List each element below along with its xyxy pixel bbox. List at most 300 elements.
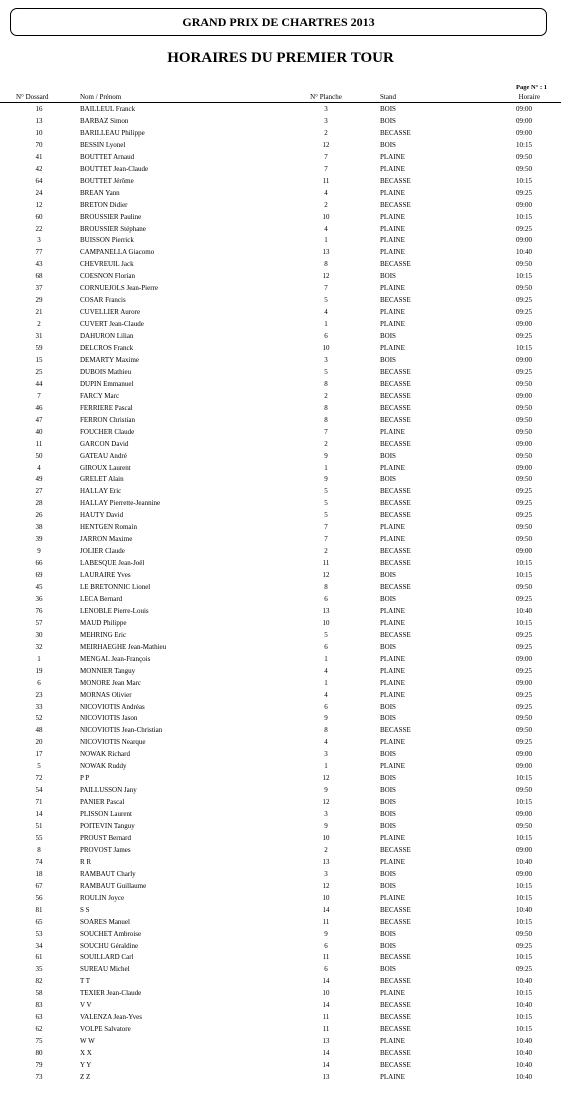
cell-dossard: 64 <box>35 176 43 185</box>
cell-stand: PLAINE <box>380 212 405 221</box>
cell-planche: 8 <box>324 260 328 269</box>
cell-planche: 14 <box>322 977 330 986</box>
cell-planche: 4 <box>324 224 328 233</box>
cell-planche: 12 <box>322 798 330 807</box>
table-row <box>0 342 561 354</box>
cell-dossard: 6 <box>37 678 41 687</box>
table-row <box>0 784 561 796</box>
cell-horaire: 10:40 <box>516 905 532 914</box>
table-row <box>0 987 561 999</box>
cell-stand: BECASSE <box>380 487 411 496</box>
cell-stand: PLAINE <box>380 989 405 998</box>
cell-nom: CHEVREUIL Jack <box>80 260 134 269</box>
cell-stand: BOIS <box>380 594 396 603</box>
cell-dossard: 51 <box>35 822 43 830</box>
cell-dossard: 72 <box>35 774 43 783</box>
cell-planche: 2 <box>324 547 328 556</box>
cell-stand: PLAINE <box>380 833 405 842</box>
cell-stand: PLAINE <box>380 284 405 293</box>
cell-planche: 6 <box>324 702 328 711</box>
cell-dossard: 54 <box>35 786 43 795</box>
table-row <box>0 999 561 1011</box>
cell-stand: PLAINE <box>380 1072 405 1081</box>
table-row <box>0 462 561 474</box>
table-row <box>0 689 561 701</box>
cell-nom: Y Y <box>80 1061 92 1069</box>
cell-nom: BAILLEUL Franck <box>80 105 136 113</box>
table-row <box>0 1035 561 1047</box>
cell-stand: BECASSE <box>380 415 411 424</box>
cell-horaire: 09:00 <box>516 654 532 663</box>
cell-dossard: 45 <box>35 583 43 591</box>
cell-horaire: 10:40 <box>516 1037 532 1046</box>
cell-planche: 5 <box>324 296 328 305</box>
table-row <box>0 282 561 294</box>
cell-stand: BECASSE <box>380 977 411 986</box>
cell-horaire: 09:00 <box>516 105 532 113</box>
cell-stand: BECASSE <box>380 499 411 508</box>
cell-stand: BECASSE <box>380 953 411 962</box>
cell-nom: PLISSON Laurent <box>80 810 132 819</box>
cell-dossard: 25 <box>35 367 43 376</box>
cell-stand: PLAINE <box>380 224 405 233</box>
cell-planche: 9 <box>324 714 328 723</box>
table-row <box>0 820 561 832</box>
cell-horaire: 10:15 <box>516 953 532 962</box>
cell-dossard: 79 <box>35 1061 43 1069</box>
cell-nom: HAUTY David <box>80 511 124 520</box>
cell-stand: BOIS <box>380 332 396 341</box>
cell-nom: BOUTTET Arnaud <box>80 152 135 161</box>
table-row <box>0 963 561 975</box>
cell-nom: W W <box>80 1037 95 1046</box>
cell-horaire: 10:40 <box>516 1049 532 1058</box>
cell-dossard: 19 <box>35 666 43 675</box>
table-row <box>0 426 561 438</box>
cell-dossard: 21 <box>35 308 43 317</box>
cell-stand: PLAINE <box>380 344 405 352</box>
cell-horaire: 09:50 <box>516 403 532 412</box>
table-row <box>0 975 561 987</box>
cell-planche: 9 <box>324 786 328 795</box>
cell-horaire: 09:25 <box>516 367 532 376</box>
cell-planche: 13 <box>322 606 330 615</box>
cell-nom: MENGAL Jean-François <box>80 654 151 663</box>
cell-horaire: 09:25 <box>516 630 532 639</box>
table-row <box>0 653 561 665</box>
cell-nom: DUBOIS Mathieu <box>80 367 132 376</box>
table-row <box>0 390 561 402</box>
cell-planche: 7 <box>324 152 328 161</box>
cell-stand: BOIS <box>380 810 396 819</box>
cell-planche: 1 <box>324 236 328 245</box>
cell-stand: PLAINE <box>380 308 405 317</box>
cell-horaire: 09:25 <box>516 738 532 747</box>
cell-dossard: 53 <box>35 929 43 938</box>
cell-stand: BOIS <box>380 714 396 723</box>
cell-stand: BOIS <box>380 750 396 759</box>
cell-dossard: 17 <box>35 750 43 759</box>
cell-planche: 14 <box>322 905 330 914</box>
cell-planche: 12 <box>322 774 330 783</box>
cell-horaire: 09:00 <box>516 200 532 209</box>
cell-dossard: 41 <box>35 152 43 161</box>
cell-dossard: 36 <box>35 594 43 603</box>
page-number: Page N° : 1 <box>516 84 547 91</box>
cell-dossard: 75 <box>35 1037 43 1046</box>
cell-stand: BECASSE <box>380 200 411 209</box>
cell-horaire: 09:50 <box>516 929 532 938</box>
cell-stand: BECASSE <box>380 726 411 735</box>
cell-nom: DAHURON Lilian <box>80 332 134 341</box>
cell-nom: LE BRETONNIC Lionel <box>80 583 151 591</box>
cell-stand: PLAINE <box>380 690 405 699</box>
cell-dossard: 74 <box>35 857 43 866</box>
cell-stand: PLAINE <box>380 152 405 161</box>
cell-dossard: 24 <box>35 188 43 197</box>
table-row <box>0 904 561 916</box>
cell-stand: BECASSE <box>380 845 411 854</box>
cell-horaire: 09:50 <box>516 451 532 460</box>
cell-stand: BOIS <box>380 642 396 651</box>
cell-dossard: 82 <box>35 977 43 986</box>
cell-nom: NICOVIOTIS Jason <box>80 714 138 723</box>
table-row <box>0 928 561 940</box>
cell-nom: DEMARTY Maxime <box>80 355 140 364</box>
cell-nom: PROUST Bernard <box>80 833 132 842</box>
cell-dossard: 59 <box>35 344 43 352</box>
cell-horaire: 10:15 <box>516 559 532 568</box>
cell-horaire: 10:15 <box>516 140 532 149</box>
header-dossard: N° Dossard <box>16 93 49 101</box>
table-row <box>0 318 561 330</box>
cell-stand: BECASSE <box>380 1025 411 1034</box>
table-row <box>0 366 561 378</box>
cell-stand: PLAINE <box>380 893 405 902</box>
cell-nom: RAMBAUT Guillaume <box>80 881 147 890</box>
cell-planche: 12 <box>322 140 330 149</box>
table-row <box>0 485 561 497</box>
cell-dossard: 7 <box>37 391 41 400</box>
table-row <box>0 234 561 246</box>
cell-horaire: 10:40 <box>516 857 532 866</box>
cell-dossard: 68 <box>35 272 43 281</box>
cell-dossard: 58 <box>35 989 43 998</box>
cell-nom: V V <box>80 1001 92 1010</box>
cell-stand: PLAINE <box>380 535 405 544</box>
cell-dossard: 37 <box>35 284 43 293</box>
cell-stand: BOIS <box>380 272 396 281</box>
cell-planche: 2 <box>324 391 328 400</box>
cell-planche: 11 <box>322 176 330 185</box>
cell-nom: JARRON Maxime <box>80 535 133 544</box>
cell-dossard: 28 <box>35 499 43 508</box>
cell-dossard: 32 <box>35 642 43 651</box>
table-row <box>0 223 561 235</box>
cell-horaire: 10:15 <box>516 176 532 185</box>
cell-horaire: 09:50 <box>516 415 532 424</box>
cell-planche: 7 <box>324 427 328 436</box>
cell-nom: P P <box>80 774 90 783</box>
cell-nom: BOUTTET Jean-Claude <box>80 164 149 173</box>
cell-horaire: 09:50 <box>516 475 532 484</box>
cell-planche: 5 <box>324 511 328 520</box>
cell-stand: BOIS <box>380 475 396 484</box>
header-planche: N° Planche <box>310 93 342 101</box>
cell-nom: NICOVIOTIS Jean-Christian <box>80 726 163 735</box>
cell-stand: BECASSE <box>380 1049 411 1058</box>
cell-nom: HALLAY Eric <box>80 487 122 496</box>
table-row <box>0 832 561 844</box>
cell-stand: PLAINE <box>380 678 405 687</box>
cell-planche: 2 <box>324 128 328 137</box>
cell-horaire: 09:50 <box>516 714 532 723</box>
cell-stand: BECASSE <box>380 260 411 269</box>
table-row <box>0 151 561 163</box>
cell-nom: T T <box>80 977 91 986</box>
cell-nom: BUISSON Pierrick <box>80 236 134 245</box>
table-row <box>0 402 561 414</box>
cell-planche: 11 <box>322 917 330 926</box>
cell-horaire: 09:00 <box>516 463 532 472</box>
cell-dossard: 50 <box>35 451 43 460</box>
cell-stand: PLAINE <box>380 463 405 472</box>
cell-nom: DUPIN Emmanuel <box>80 379 134 388</box>
cell-horaire: 09:50 <box>516 535 532 544</box>
cell-dossard: 69 <box>35 571 43 580</box>
cell-horaire: 09:50 <box>516 726 532 735</box>
cell-stand: BOIS <box>380 571 396 580</box>
cell-planche: 11 <box>322 559 330 568</box>
cell-dossard: 67 <box>35 881 43 890</box>
cell-nom: CUVELLIER Aurore <box>80 308 141 317</box>
cell-horaire: 10:15 <box>516 917 532 926</box>
cell-nom: BREAN Yann <box>80 188 120 197</box>
table-row <box>0 1047 561 1059</box>
cell-planche: 14 <box>322 1061 330 1069</box>
cell-planche: 6 <box>324 332 328 341</box>
cell-planche: 8 <box>324 379 328 388</box>
cell-dossard: 12 <box>35 200 43 209</box>
cell-dossard: 4 <box>37 463 41 472</box>
cell-dossard: 5 <box>37 762 41 771</box>
cell-dossard: 15 <box>35 355 43 364</box>
cell-nom: BROUSSIER Stéphane <box>80 224 146 233</box>
cell-planche: 9 <box>324 822 328 830</box>
cell-planche: 7 <box>324 284 328 293</box>
cell-horaire: 09:00 <box>516 678 532 687</box>
cell-horaire: 09:50 <box>516 379 532 388</box>
table-row <box>0 808 561 820</box>
cell-planche: 13 <box>322 1037 330 1046</box>
cell-stand: BOIS <box>380 929 396 938</box>
cell-planche: 7 <box>324 535 328 544</box>
cell-dossard: 62 <box>35 1025 43 1034</box>
table-row <box>0 378 561 390</box>
cell-planche: 13 <box>322 248 330 257</box>
cell-nom: DELCROS Franck <box>80 344 134 352</box>
cell-horaire: 09:00 <box>516 869 532 878</box>
cell-dossard: 47 <box>35 415 43 424</box>
cell-planche: 2 <box>324 439 328 448</box>
cell-nom: VALENZA Jean-Yves <box>80 1013 142 1022</box>
cell-stand: BOIS <box>380 941 396 950</box>
cell-horaire: 09:25 <box>516 332 532 341</box>
cell-stand: BOIS <box>380 798 396 807</box>
cell-horaire: 09:25 <box>516 511 532 520</box>
cell-dossard: 60 <box>35 212 43 221</box>
cell-stand: BECASSE <box>380 1013 411 1022</box>
cell-stand: PLAINE <box>380 523 405 532</box>
cell-horaire: 10:15 <box>516 989 532 998</box>
table-row <box>0 951 561 963</box>
cell-planche: 11 <box>322 1025 330 1034</box>
table-row <box>0 521 561 533</box>
cell-stand: BOIS <box>380 774 396 783</box>
cell-stand: BOIS <box>380 965 396 974</box>
cell-nom: NOWAK Richard <box>80 750 130 759</box>
cell-dossard: 29 <box>35 296 43 305</box>
cell-stand: BECASSE <box>380 547 411 556</box>
table-row <box>0 760 561 772</box>
table-row <box>0 605 561 617</box>
cell-nom: PROVOST James <box>80 845 131 854</box>
cell-planche: 6 <box>324 965 328 974</box>
cell-nom: JOLIER Claude <box>80 547 125 556</box>
cell-nom: MEIRHAEGHE Jean-Mathieu <box>80 642 167 651</box>
cell-horaire: 09:50 <box>516 583 532 591</box>
table-row <box>0 1023 561 1035</box>
cell-nom: X X <box>80 1049 92 1058</box>
cell-planche: 6 <box>324 594 328 603</box>
cell-stand: BECASSE <box>380 917 411 926</box>
table-row <box>0 1059 561 1071</box>
cell-planche: 8 <box>324 726 328 735</box>
cell-dossard: 31 <box>35 332 43 341</box>
cell-stand: BECASSE <box>380 511 411 520</box>
table-row <box>0 665 561 677</box>
cell-planche: 9 <box>324 451 328 460</box>
cell-nom: COESNON Florian <box>80 272 136 281</box>
cell-stand: PLAINE <box>380 164 405 173</box>
cell-nom: FERRON Christian <box>80 415 136 424</box>
table-row <box>0 1071 561 1083</box>
cell-nom: CORNUEJOLS Jean-Pierre <box>80 284 158 293</box>
cell-planche: 1 <box>324 762 328 771</box>
cell-nom: NICOVIOTIS Andréas <box>80 702 145 711</box>
cell-stand: BECASSE <box>380 296 411 305</box>
cell-planche: 9 <box>324 929 328 938</box>
cell-nom: CUVERT Jean-Claude <box>80 320 144 329</box>
cell-dossard: 55 <box>35 833 43 842</box>
cell-stand: BOIS <box>380 140 396 149</box>
cell-dossard: 52 <box>35 714 43 723</box>
cell-dossard: 81 <box>35 905 43 914</box>
cell-dossard: 11 <box>35 439 43 448</box>
cell-dossard: 34 <box>35 941 43 950</box>
cell-dossard: 16 <box>35 105 43 113</box>
cell-horaire: 10:40 <box>516 606 532 615</box>
cell-stand: PLAINE <box>380 320 405 329</box>
cell-stand: BOIS <box>380 105 396 113</box>
cell-stand: BOIS <box>380 355 396 364</box>
table-row <box>0 473 561 485</box>
cell-stand: BECASSE <box>380 1061 411 1069</box>
table-row <box>0 916 561 928</box>
cell-horaire: 10:15 <box>516 774 532 783</box>
cell-stand: PLAINE <box>380 1037 405 1046</box>
cell-planche: 1 <box>324 463 328 472</box>
cell-dossard: 76 <box>35 606 43 615</box>
cell-stand: PLAINE <box>380 738 405 747</box>
cell-planche: 4 <box>324 188 328 197</box>
cell-horaire: 10:40 <box>516 248 532 257</box>
cell-stand: BOIS <box>380 451 396 460</box>
table-row <box>0 211 561 223</box>
table-row <box>0 115 561 127</box>
cell-horaire: 09:25 <box>516 499 532 508</box>
table-row <box>0 450 561 462</box>
cell-nom: GIROUX Laurent <box>80 463 131 472</box>
cell-planche: 10 <box>322 833 330 842</box>
cell-dossard: 35 <box>35 965 43 974</box>
cell-nom: R R <box>80 857 92 866</box>
header-stand: Stand <box>380 93 396 101</box>
cell-planche: 10 <box>322 212 330 221</box>
table-row <box>0 701 561 713</box>
cell-nom: SOUILLARD Carl <box>80 953 134 962</box>
cell-nom: FERRIERE Pascal <box>80 403 133 412</box>
cell-dossard: 23 <box>35 690 43 699</box>
table-row <box>0 844 561 856</box>
table-row <box>0 593 561 605</box>
cell-planche: 3 <box>324 355 328 364</box>
cell-dossard: 20 <box>35 738 43 747</box>
cell-nom: SOUCHU Géraldine <box>80 941 139 950</box>
cell-dossard: 8 <box>37 845 41 854</box>
cell-horaire: 09:25 <box>516 666 532 675</box>
cell-planche: 4 <box>324 738 328 747</box>
cell-dossard: 73 <box>35 1072 43 1081</box>
cell-nom: CAMPANELLA Giacomo <box>80 248 155 257</box>
cell-stand: BECASSE <box>380 379 411 388</box>
table-row <box>0 748 561 760</box>
cell-horaire: 09:25 <box>516 642 532 651</box>
cell-stand: PLAINE <box>380 248 405 257</box>
cell-nom: PAILLUSSON Jany <box>80 786 137 795</box>
cell-stand: BECASSE <box>380 403 411 412</box>
cell-stand: BECASSE <box>380 583 411 591</box>
cell-planche: 5 <box>324 367 328 376</box>
table-row <box>0 497 561 509</box>
cell-horaire: 09:50 <box>516 260 532 269</box>
cell-stand: BOIS <box>380 116 396 125</box>
table-row <box>0 641 561 653</box>
cell-dossard: 83 <box>35 1001 43 1010</box>
cell-dossard: 57 <box>35 618 43 627</box>
cell-nom: MORNAS Olivier <box>80 690 132 699</box>
cell-horaire: 10:15 <box>516 212 532 221</box>
table-row <box>0 940 561 952</box>
cell-stand: BOIS <box>380 786 396 795</box>
cell-horaire: 09:00 <box>516 116 532 125</box>
cell-planche: 14 <box>322 1001 330 1010</box>
cell-horaire: 09:00 <box>516 762 532 771</box>
cell-horaire: 09:00 <box>516 547 532 556</box>
cell-horaire: 09:50 <box>516 284 532 293</box>
cell-nom: VOLPE Salvatore <box>80 1025 131 1034</box>
cell-planche: 5 <box>324 487 328 496</box>
